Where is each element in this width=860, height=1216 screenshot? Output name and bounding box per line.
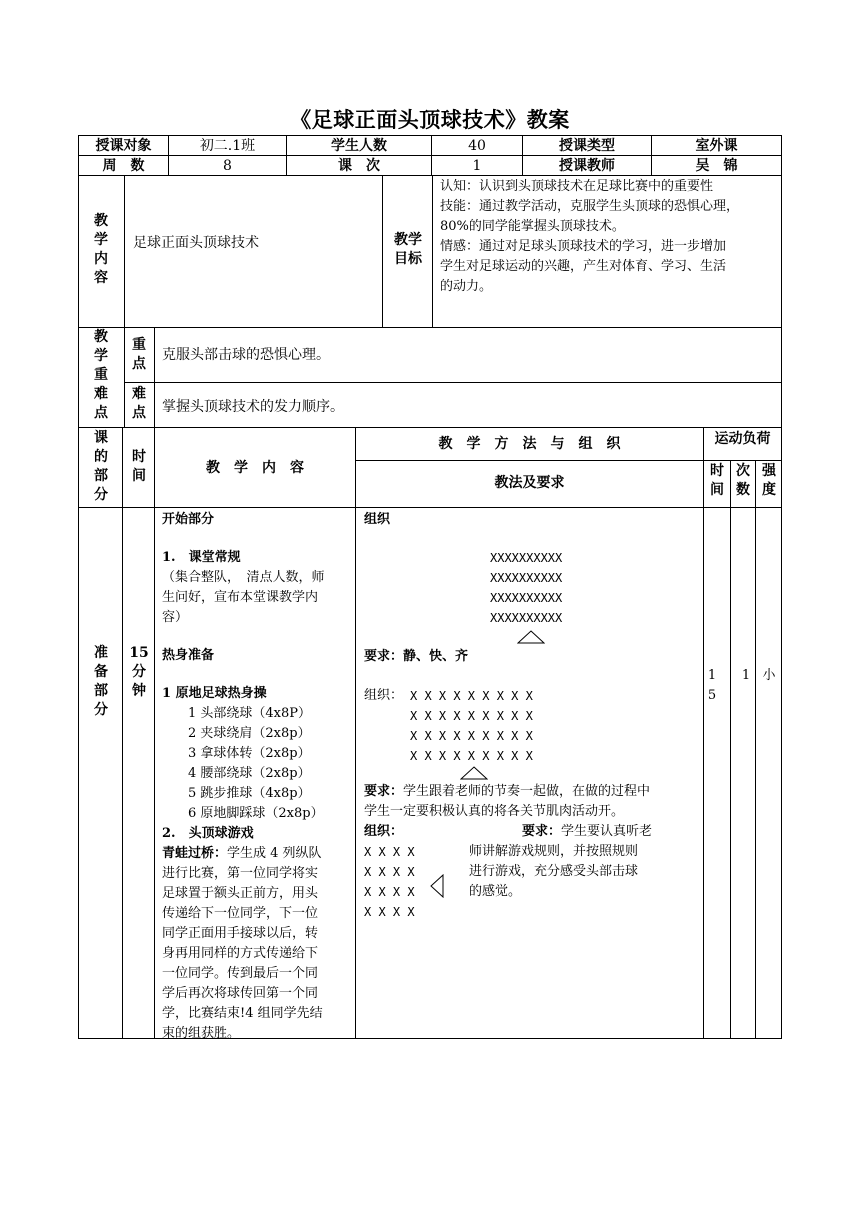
load-time-value: 15 bbox=[707, 668, 717, 703]
goal-label: 教学目标 bbox=[394, 232, 422, 267]
game-line: 传递给下一位同学，下一位 bbox=[162, 906, 319, 921]
req-label: 要求： bbox=[364, 649, 404, 664]
goal-line: 情感：通过对足球头顶球技术的学习，进一步增加 bbox=[440, 239, 727, 254]
content-label: 教学内容 bbox=[94, 213, 108, 286]
header-label-audience: 授课对象 bbox=[95, 138, 152, 154]
drill-item: 4 腰部绕球（2x8p） bbox=[188, 766, 311, 781]
page-title: 《足球正面头顶球技术》教案 bbox=[290, 107, 570, 132]
routine-line: （集合整队， 清点人数，师 bbox=[162, 570, 325, 585]
load-header: 运动负荷 bbox=[714, 431, 771, 447]
req-label: 要求： bbox=[364, 784, 404, 799]
org-label-1: 组织 bbox=[364, 512, 391, 527]
game-name: 青蛙过桥： bbox=[162, 846, 228, 861]
goal-line: 技能：通过教学活动，克服学生头顶球的恐惧心理， bbox=[440, 199, 740, 214]
req-label: 要求： bbox=[522, 824, 562, 839]
difficulty-text: 掌握头顶球技术的发力顺序。 bbox=[162, 399, 344, 415]
goal-text bbox=[440, 177, 780, 307]
routine-line: 容） bbox=[162, 610, 189, 625]
game-line: 学后再次将球传回第一个同 bbox=[162, 986, 319, 1001]
formation-row: X X X X X X X X X bbox=[410, 709, 533, 723]
formation-row: X X X X bbox=[364, 885, 415, 899]
org-label-2: 组织： bbox=[364, 688, 404, 703]
drill-item: 3 拿球体转（2x8p） bbox=[188, 746, 311, 761]
start-heading: 开始部分 bbox=[162, 512, 215, 527]
formation-row: X X X X X X X X X bbox=[410, 749, 533, 763]
drill-item: 2 夹球绕肩（2x8p） bbox=[188, 726, 311, 741]
part-header: 课的部分 bbox=[94, 430, 108, 503]
drill-item: 6 原地脚踩球（2x8p） bbox=[188, 806, 324, 821]
header-value-week: 8 bbox=[223, 158, 232, 174]
key-text: 克服头部击球的恐惧心理。 bbox=[162, 347, 330, 363]
game-line: 同学正面用手接球以后，转 bbox=[162, 926, 319, 941]
drill-item: 1 头部绕球（4x8P） bbox=[188, 706, 312, 721]
teacher-triangle-icon bbox=[517, 630, 545, 644]
prep-time-label: 15分钟 bbox=[129, 645, 149, 699]
header-value-students: 40 bbox=[468, 138, 486, 154]
header-value-type: 室外课 bbox=[695, 138, 738, 154]
game-line: 束的组获胜。 bbox=[162, 1026, 241, 1038]
req-text: 学生要认真听老 bbox=[561, 824, 653, 839]
game-heading: 2. 头顶球游戏 bbox=[162, 826, 254, 841]
game-line: 一位同学。传到最后一个同 bbox=[162, 966, 319, 981]
load-count-header: 次数 bbox=[736, 463, 750, 498]
load-time-header: 时间 bbox=[710, 463, 724, 498]
formation-row: XXXXXXXXXX bbox=[490, 571, 563, 585]
requirement-2 bbox=[364, 782, 702, 822]
org-label-3: 组织： bbox=[364, 824, 404, 839]
req-text: 师讲解游戏规则，并按照规则 bbox=[469, 844, 639, 859]
formation-row: XXXXXXXXXX bbox=[490, 611, 563, 625]
game-line: 身再用同样的方式传递给下 bbox=[162, 946, 319, 961]
teacher-triangle-icon bbox=[430, 874, 444, 898]
goal-line: 的动力。 bbox=[440, 279, 493, 294]
content-header: 教 学 内 容 bbox=[206, 460, 304, 476]
warmup-heading: 热身准备 bbox=[162, 648, 215, 663]
formation-row: X X X X X X X X X bbox=[410, 729, 533, 743]
req-text: 学生跟着老师的节奏一起做，在做的过程中 bbox=[403, 784, 651, 799]
routine-line: 生问好，宣布本堂课教学内 bbox=[162, 590, 319, 605]
header-label-session: 课 次 bbox=[338, 158, 380, 174]
load-intensity-value: 小 bbox=[762, 668, 776, 683]
requirement-3-body bbox=[469, 842, 701, 902]
time-header: 时间 bbox=[132, 449, 146, 484]
req-text: 学生一定要积极认真的将各关节肌肉活动开。 bbox=[364, 804, 625, 819]
formation-row: X X X X bbox=[364, 905, 415, 919]
req-text: 的感觉。 bbox=[469, 884, 522, 899]
prep-content bbox=[162, 508, 354, 1038]
formation-row: X X X X X X X X X bbox=[410, 689, 533, 703]
requirement-1 bbox=[364, 647, 664, 667]
difficulty-label: 难点 bbox=[132, 386, 146, 421]
load-count-value: 1 bbox=[741, 668, 751, 683]
key-label: 重点 bbox=[132, 337, 146, 372]
method-subheader: 教法及要求 bbox=[494, 475, 565, 491]
header-value-session: 1 bbox=[472, 158, 482, 174]
load-intensity-header: 强度 bbox=[762, 463, 776, 498]
req-text: 进行游戏，充分感受头部击球 bbox=[469, 864, 639, 879]
req-text: 静、快、齐 bbox=[403, 649, 469, 664]
formation-1 bbox=[490, 548, 610, 628]
header-label-students: 学生人数 bbox=[331, 138, 387, 154]
game-line: 足球置于额头正前方，用头 bbox=[162, 886, 319, 901]
formation-2 bbox=[410, 686, 550, 766]
game-line: 进行比赛，第一位同学将实 bbox=[162, 866, 319, 881]
method-header: 教 学 方 法 与 组 织 bbox=[438, 436, 621, 452]
formation-row: XXXXXXXXXX bbox=[490, 591, 563, 605]
game-line: 学生成 4 列纵队 bbox=[227, 846, 322, 861]
keypoints-label: 教学重难点 bbox=[94, 329, 108, 421]
requirement-3-head bbox=[522, 822, 702, 842]
formation-row: XXXXXXXXXX bbox=[490, 551, 563, 565]
goal-line: 学生对足球运动的兴趣，产生对体育、学习、生活 bbox=[440, 259, 727, 274]
prep-part-label: 准备部分 bbox=[94, 645, 108, 718]
header-label-teacher: 授课教师 bbox=[559, 158, 615, 174]
header-label-type: 授课类型 bbox=[559, 138, 615, 154]
goal-line: 80%的同学能掌握头顶球技术。 bbox=[440, 219, 625, 234]
drill-list bbox=[162, 704, 354, 824]
drill-item: 5 跳步推球（4x8p） bbox=[188, 786, 311, 801]
header-value-class: 初二.1班 bbox=[199, 138, 256, 154]
teacher-triangle-icon bbox=[460, 766, 488, 780]
goal-line: 认知：认识到头顶球技术在足球比赛中的重要性 bbox=[440, 179, 714, 194]
routine-heading: 1. 课堂常规 bbox=[162, 550, 241, 565]
header-label-week: 周 数 bbox=[102, 158, 145, 174]
formation-row: X X X X bbox=[364, 845, 415, 859]
game-line: 学，比赛结束!4 组同学先结 bbox=[162, 1006, 323, 1021]
formation-row: X X X X bbox=[364, 865, 415, 879]
content-text: 足球正面头顶球技术 bbox=[133, 235, 259, 251]
drill-heading: 1 原地足球热身操 bbox=[162, 686, 267, 701]
header-value-teacher: 吴 锦 bbox=[695, 158, 738, 174]
formation-3 bbox=[364, 842, 434, 922]
